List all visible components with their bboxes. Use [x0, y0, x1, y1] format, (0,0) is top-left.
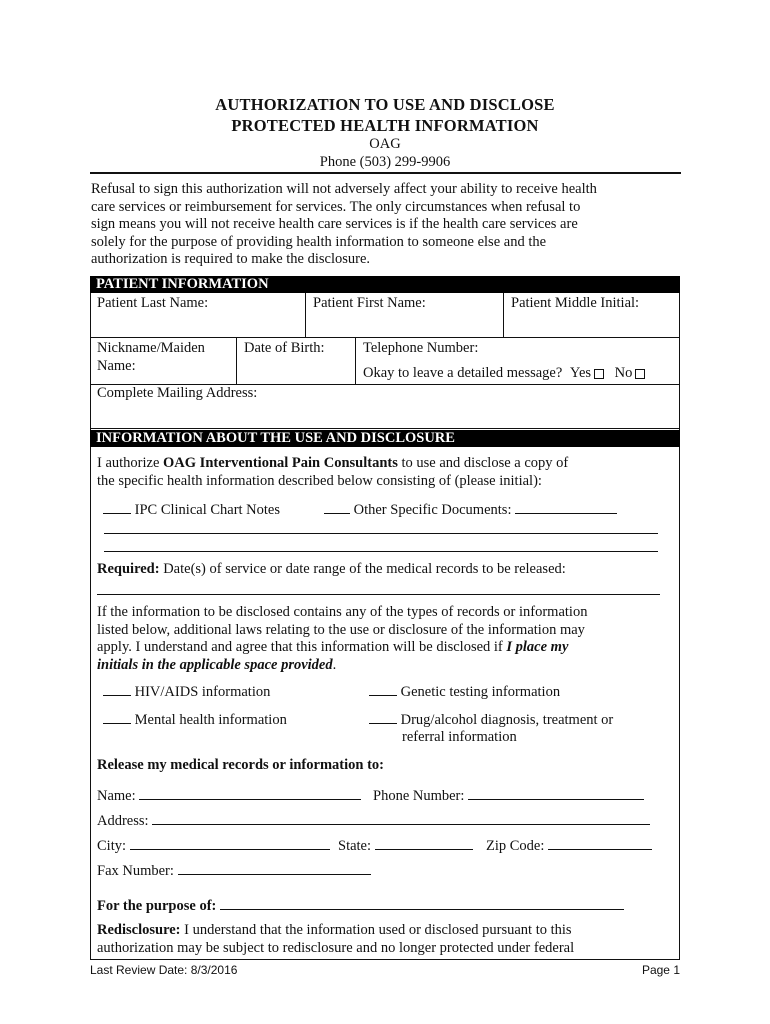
drug-initial-field[interactable] [369, 711, 397, 724]
city-row [97, 837, 330, 855]
ipc-notes-initial-field[interactable] [103, 501, 131, 514]
patient-first-name-label[interactable]: Patient First Name: [313, 295, 426, 311]
genetic-option [369, 683, 560, 701]
required-label: Required: [97, 561, 160, 577]
date-range-field[interactable] [97, 594, 660, 595]
fax-row [97, 862, 371, 880]
special-emphasis: initials in the applicable space provided [97, 656, 333, 673]
intro-line: sign means you will not receive health care services is if the health care services are [91, 216, 578, 233]
ipc-notes-option [103, 501, 280, 519]
other-docs-initial-field[interactable] [324, 501, 350, 514]
phone-row [373, 787, 644, 805]
org-name: OAG [369, 136, 401, 152]
row-divider [90, 337, 680, 338]
fax-field[interactable] [178, 862, 371, 875]
authorize-line2: the specific health information described below consisting of (please initial): [97, 472, 542, 489]
no-label: No [614, 365, 633, 381]
redisclosure-paragraph [97, 922, 677, 957]
redisclosure-text: I understand that the information used or disclosed pursuant to this [180, 922, 572, 938]
special-records-paragraph [97, 604, 677, 674]
drug-label-line1: Drug/alcohol diagnosis, treatment or [400, 712, 614, 728]
intro-line: solely for the purpose of providing health information to someone else and the [91, 233, 547, 250]
cell-divider [355, 338, 356, 384]
mental-option [103, 711, 287, 729]
authorized-org: OAG Interventional Pain Consultants [163, 455, 398, 471]
recipient-address-label: Address: [97, 813, 149, 829]
genetic-initial-field[interactable] [369, 683, 397, 696]
special-line: apply. I understand and agree that this information will be disclosed if [97, 639, 507, 656]
last-review-date: Last Review Date: 8/3/2016 [90, 963, 238, 977]
form-border-left [90, 276, 91, 959]
purpose-row [97, 897, 624, 915]
org-phone: Phone (503) 299-9906 [319, 154, 451, 170]
row-divider [90, 428, 680, 429]
purpose-label: For the purpose of: [97, 898, 217, 914]
cell-divider [503, 293, 504, 337]
zip-row [486, 837, 652, 855]
address-row [97, 812, 650, 830]
intro-paragraph [91, 181, 691, 269]
telephone-label[interactable]: Telephone Number: [363, 340, 479, 356]
yes-label: Yes [569, 365, 592, 381]
form-title-line2: PROTECTED HEALTH INFORMATION [231, 116, 539, 135]
genetic-label: Genetic testing information [400, 684, 561, 700]
zip-field[interactable] [548, 837, 652, 850]
ok-message-label: Okay to leave a detailed message? [363, 365, 563, 381]
cell-divider [305, 293, 306, 337]
hiv-label: HIV/AIDS information [134, 684, 271, 700]
required-text: Date(s) of service or date range of the medical records to be released: [159, 561, 566, 577]
recipient-name-field[interactable] [139, 787, 361, 800]
redisclosure-label: Redisclosure: [97, 922, 181, 938]
special-line: If the information to be disclosed contains any of the types of records or information [97, 604, 588, 620]
other-docs-line[interactable] [104, 551, 658, 552]
state-label: State: [338, 838, 372, 854]
special-end: . [332, 656, 337, 673]
form-title-line1: AUTHORIZATION TO USE AND DISCLOSE [215, 95, 555, 114]
recipient-phone-label: Phone Number: [373, 788, 465, 804]
page-number: Page 1 [641, 963, 680, 977]
required-row [97, 561, 566, 578]
recipient-phone-field[interactable] [468, 787, 644, 800]
intro-line: care services or reimbursement for services. The only circumstances when refusal to [91, 198, 581, 215]
footer-divider [90, 959, 680, 960]
state-row [338, 837, 473, 855]
yes-checkbox[interactable] [594, 369, 604, 379]
header-divider [90, 172, 681, 174]
mental-label: Mental health information [134, 712, 287, 728]
ok-message-row [363, 365, 648, 382]
dob-label[interactable]: Date of Birth: [244, 340, 325, 356]
drug-option [369, 711, 613, 729]
cell-divider [236, 338, 237, 384]
other-docs-field[interactable] [515, 501, 617, 514]
no-checkbox[interactable] [635, 369, 645, 379]
intro-line: Refusal to sign this authorization will not adversely affect your ability to receive health [91, 181, 597, 197]
mailing-address-label[interactable]: Complete Mailing Address: [97, 385, 258, 401]
hiv-initial-field[interactable] [103, 683, 131, 696]
authorize-text: I authorize [97, 455, 164, 471]
recipient-address-field[interactable] [152, 812, 650, 825]
form-border-right [679, 276, 680, 959]
zip-label: Zip Code: [486, 838, 545, 854]
purpose-field[interactable] [220, 897, 624, 910]
special-emphasis: I place my [506, 639, 569, 656]
patient-info-heading: PATIENT INFORMATION [90, 276, 680, 293]
redisclosure-line2: authorization may be subject to redisclosure and no longer protected under federal [97, 939, 575, 956]
authorize-paragraph [97, 455, 677, 490]
nickname-label-line1[interactable]: Nickname/Maiden [97, 340, 205, 356]
fax-label: Fax Number: [97, 863, 174, 879]
city-label: City: [97, 838, 127, 854]
authorize-text: to use and disclose a copy of [397, 455, 569, 471]
ipc-notes-label: IPC Clinical Chart Notes [134, 502, 281, 518]
patient-middle-initial-label[interactable]: Patient Middle Initial: [511, 295, 640, 311]
hiv-option [103, 683, 270, 701]
other-docs-option [324, 501, 617, 519]
patient-last-name-label[interactable]: Patient Last Name: [97, 295, 209, 311]
recipient-name-label: Name: [97, 788, 136, 804]
intro-line: authorization is required to make the disclosure. [91, 251, 371, 268]
release-heading: Release my medical records or information to: [97, 757, 384, 773]
city-field[interactable] [130, 837, 330, 850]
drug-label-line2: referral information [402, 729, 517, 745]
use-disclosure-heading: INFORMATION ABOUT THE USE AND DISCLOSURE [90, 430, 680, 447]
other-docs-label: Other Specific Documents: [353, 502, 512, 518]
special-line: listed below, additional laws relating to the use or disclosure of the information may [97, 621, 585, 638]
other-docs-line[interactable] [104, 533, 658, 534]
nickname-label-line2: Name: [97, 358, 136, 374]
name-row [97, 787, 361, 805]
mental-initial-field[interactable] [103, 711, 131, 724]
state-field[interactable] [375, 837, 473, 850]
